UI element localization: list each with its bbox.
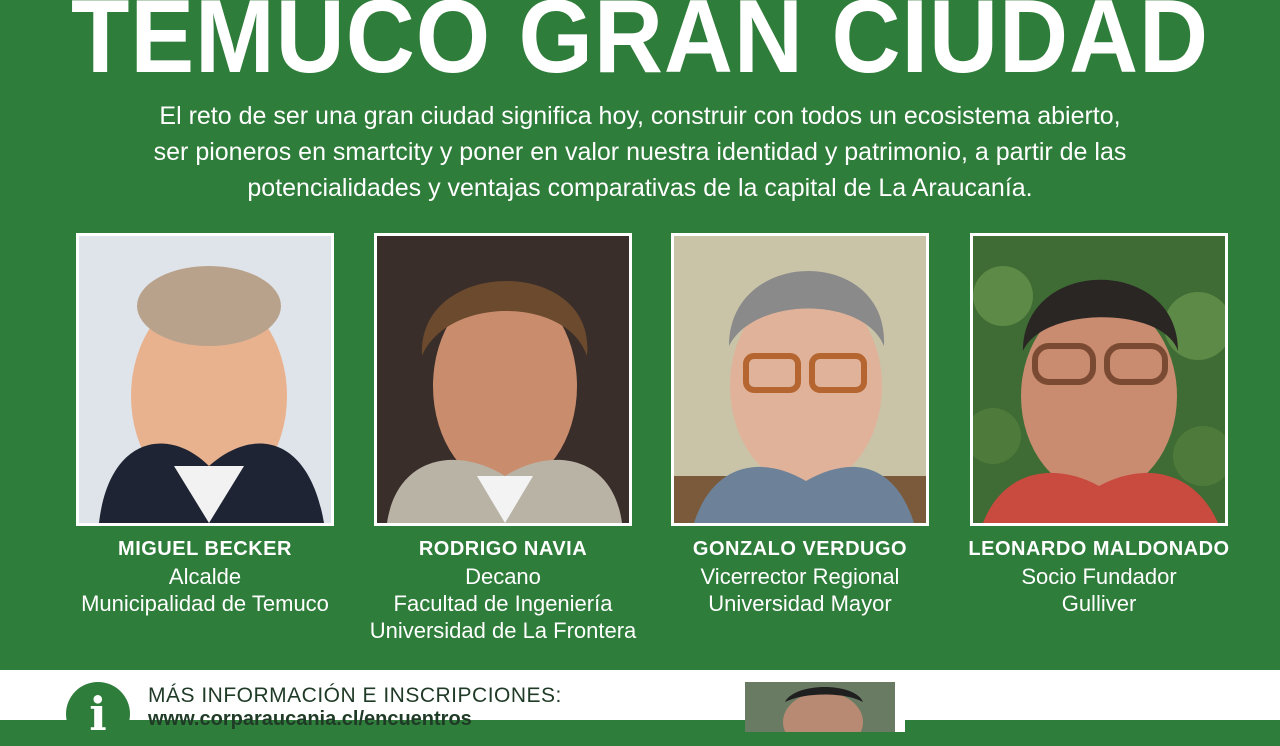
speaker-name: LEONARDO MALDONADO — [968, 538, 1230, 560]
speaker-name: MIGUEL BECKER — [118, 538, 292, 560]
speaker-card — [76, 233, 334, 616]
portrait-image — [973, 236, 1225, 523]
intro-text — [90, 98, 1190, 206]
speaker-photo — [374, 233, 632, 526]
footer-heading: MÁS INFORMACIÓN E INSCRIPCIONES: — [148, 684, 562, 707]
portrait-image — [674, 236, 926, 523]
speaker-card — [968, 233, 1230, 616]
portrait-image — [79, 236, 331, 523]
speaker-organization: Gulliver — [1061, 591, 1137, 616]
speaker-organization: Universidad de La Frontera — [369, 618, 637, 643]
registration-link[interactable]: www.corparaucania.cl/encuentros — [148, 708, 472, 730]
intro-line: El reto de ser una gran ciudad significa hoy, construir con todos un ecosistema abierto, — [159, 102, 1121, 130]
speaker-card — [369, 233, 637, 643]
speaker-organization: Municipalidad de Temuco — [81, 591, 329, 616]
portrait-image — [377, 236, 629, 523]
speaker-organization: Facultad de Ingeniería — [393, 591, 613, 616]
footer-photo — [745, 682, 905, 732]
speaker-info — [900, 536, 1280, 617]
speaker-role: Alcalde — [168, 564, 242, 589]
speaker-card — [671, 233, 929, 616]
footer-bar — [0, 670, 1280, 741]
speaker-role: Vicerrector Regional — [700, 564, 900, 589]
speaker-role: Decano — [465, 564, 541, 589]
speaker-photo — [76, 233, 334, 526]
speaker-photo — [671, 233, 929, 526]
intro-line: ser pioneros en smartcity y poner en valor nuestra identidad y patrimonio, a partir de las — [153, 138, 1127, 166]
speaker-name: RODRIGO NAVIA — [418, 538, 588, 560]
speaker-name: GONZALO VERDUGO — [692, 538, 908, 560]
speaker-photo — [970, 233, 1228, 526]
info-icon: i — [66, 682, 130, 746]
speaker-organization: Universidad Mayor — [708, 591, 892, 616]
page-title: TEMUCO GRAN CIUDAD — [70, 0, 1210, 95]
intro-line: potencialidades y ventajas comparativas de la capital de La Araucanía. — [247, 174, 1033, 202]
speaker-role: Socio Fundador — [1021, 564, 1177, 589]
footer-portrait-image — [745, 682, 905, 732]
